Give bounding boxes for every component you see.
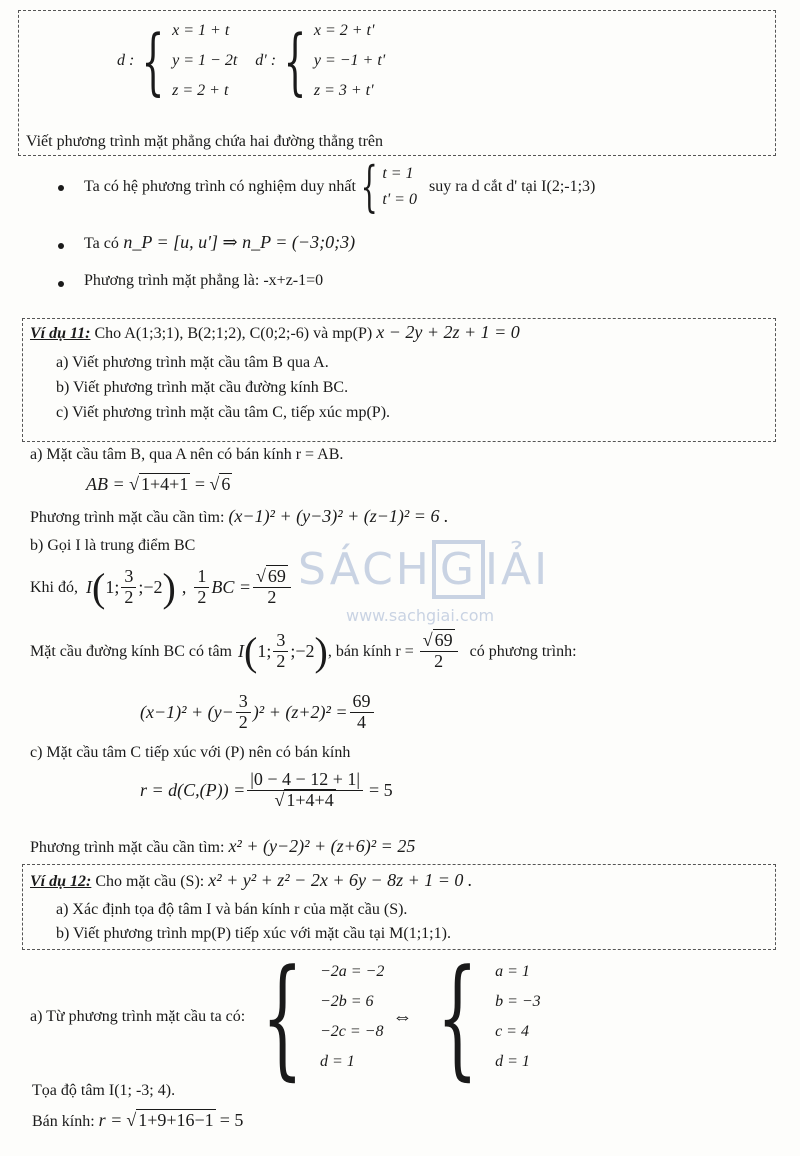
system-left [320,957,384,1077]
bullet-2 [84,232,355,253]
distance-lhs: r = d(C,(P)) = [140,779,246,800]
distance-result: = 5 [368,779,393,800]
d-eq-y: y = 1 − 2t [172,52,238,69]
I-y-fraction [273,631,288,672]
eq-part-b: )² + (z+2)² = [252,701,348,722]
watermark-g-box: G [432,540,485,599]
c-eq-label: Phương trình mặt cầu cần tìm: [30,839,225,856]
brace: { [261,941,304,1093]
sol11-a-equation [30,506,448,527]
bullet [58,281,64,287]
point-I: I [238,641,244,661]
numerator: 3 [121,567,136,588]
example-12-item-a: a) Xác định tọa độ tâm I và bán kính r của mặt cầu (S). [56,901,408,918]
line-d-system [117,16,385,106]
watermark-logo [298,540,550,599]
d-eq-z: z = 2 + t [172,82,229,99]
normal-vector-formula: n_P = [u, u'] ⇒ n_P = (−3;0;3) [123,232,356,252]
eq-b: −2b = 6 [319,993,374,1010]
I-y-fraction [121,567,136,608]
bullet-2-text: Ta có [84,235,119,252]
denominator: 2 [267,587,277,607]
watermark-text-b: IẢI [485,544,551,595]
res-d: d = 1 [495,1053,530,1070]
numerator: 3 [236,692,251,713]
I-z: ;−2 [290,641,315,661]
d2-equations [314,16,385,106]
eq-result [350,692,374,733]
sphere-a-equation: (x−1)² + (y−3)² + (z−1)² = 6 . [228,506,449,526]
watermark-url: www.sachgiai.com [346,606,495,625]
I-x: 1; [105,577,120,597]
d-label: d : [117,52,135,69]
ab-radicand: 1+4+1 [141,474,189,494]
d2-label: d' : [255,52,277,69]
center-line: Tọa độ tâm I(1; -3; 4). [32,1082,176,1099]
example-11-label: Ví dụ 11: [30,325,91,342]
I-z: ;−2 [138,577,163,597]
numerator: 3 [273,631,288,652]
paren-open: ( [92,565,106,610]
sqrt-sign: √ [126,1110,137,1130]
sphere-S-equation: x² + y² + z² − 2x + 6y − 8z + 1 = 0 . [208,870,473,890]
eq-part-a: (x−1)² + (y− [140,701,234,722]
radius-fraction [420,631,458,672]
sol12-a-text: a) Từ phương trình mặt cầu ta có: [30,1008,246,1025]
sqrt-sign: √ [422,630,433,651]
example-12-intro: Cho mặt cầu (S): [95,873,205,890]
numerator: 1 [194,567,209,588]
sqrt-sign: √ [274,789,285,810]
denominator: 2 [238,711,248,732]
sphere-bc-line [30,628,577,675]
a-eq-label: Phương trình mặt cầu cần tìm: [30,509,225,526]
brace: { [437,941,479,1093]
bullet [58,185,64,191]
res-b: b = −3 [495,993,541,1010]
ab-lhs: AB = [86,474,125,494]
brace: { [141,19,165,103]
bc-label: BC = [211,577,251,597]
sqrt-sign: √ [209,474,220,494]
example-11-header [30,322,520,343]
bullet-3: Phương trình mặt phẳng là: -x+z-1=0 [84,272,324,289]
bullet [58,243,64,249]
t2-eq: t' = 0 [382,191,417,208]
radius-result: = 5 [219,1110,244,1130]
numerator: 69 [350,692,374,713]
denominator: 2 [124,587,134,607]
plane-equation: x − 2y + 2z + 1 = 0 [376,322,520,342]
sol11-c-line: c) Mặt cầu tâm C tiếp xúc với (P) nên có bán kính [30,744,351,761]
sqrt-sign: √ [129,474,140,494]
equation-text: có phương trình: [469,642,577,660]
eq-a: −2a = −2 [319,963,385,980]
example-12-item-b: b) Viết phương trình mp(P) tiếp xúc với mặt cầu tại M(1;1;1). [56,925,451,942]
res-c: c = 4 [495,1023,529,1040]
iff-symbol: ⇔ [392,1005,413,1028]
radius-fraction [253,567,291,608]
brace: { [283,19,307,103]
denominator: 2 [276,651,286,671]
midpoint-formula [30,564,293,611]
res-a: a = 1 [495,963,530,980]
paren-close: ) [314,629,328,674]
d2-eq-x: x = 2 + t' [313,22,375,39]
bullet-1-result: suy ra d cắt d' tại I(2;-1;3) [428,178,596,195]
d-equations [172,16,237,106]
radius-line [32,1110,243,1131]
sqrt-sign: √ [255,566,266,587]
sphere-bc-text: Mặt cầu đường kính BC có tâm [30,642,232,660]
sol11-b-line: b) Gọi I là trung điểm BC [30,537,196,554]
distance-formula [140,770,393,811]
example-11-item-a: a) Viết phương trình mặt cầu tâm B qua A. [56,354,329,371]
paren-close: ) [162,565,176,610]
d-eq-x: x = 1 + t [172,22,230,39]
example-11-item-b: b) Viết phương trình mặt cầu đường kính BC. [56,379,349,396]
point-I: I [86,577,92,597]
ab-result: 6 [221,474,231,494]
d2-eq-y: y = −1 + t' [313,52,386,69]
example-12-label: Ví dụ 12: [30,873,92,890]
denominator: 4 [357,711,367,732]
sphere-bc-equation [140,692,376,733]
sphere-c-equation: x² + (y−2)² + (z+6)² = 25 [228,836,416,856]
numerator: |0 − 4 − 12 + 1| [247,770,363,791]
sol11-c-equation [30,836,415,857]
brace: { [360,155,378,218]
comma: , [181,577,187,597]
radius-label: Bán kính: [32,1113,95,1130]
paren-open: ( [244,629,258,674]
example-11-intro: Cho A(1;3;1), B(2;1;2), C(0;2;-6) và mp(P) [94,325,373,342]
system-t [382,161,417,213]
eq-fraction [236,692,251,733]
example-11-item-c: c) Viết phương trình mặt cầu tâm C, tiếp xúc mp(P). [56,404,391,421]
denominator: 2 [197,587,207,607]
sol11-a-line: a) Mặt cầu tâm B, qua A nên có bán kính r = AB. [30,446,344,463]
example-12-header [30,870,472,891]
system-right [495,957,541,1077]
equals: = [194,474,205,494]
t-eq: t = 1 [382,165,414,182]
I-x: 1; [257,641,272,661]
bullet-1 [84,155,596,218]
denominator: 2 [434,651,444,671]
khi-do: Khi đó, [30,578,78,596]
radius-text: , bán kính r = [327,642,414,660]
half-fraction [194,567,209,608]
distance-fraction [247,770,363,811]
watermark-text-a: SÁCH [298,544,432,595]
eq-d: d = 1 [319,1053,355,1070]
numerator: 69 [434,630,453,651]
numerator: 69 [267,566,286,587]
radius-lhs: r = [98,1110,123,1130]
ab-formula [86,474,232,495]
d2-eq-z: z = 3 + t' [313,82,374,99]
radius-radicand: 1+9+16−1 [138,1110,214,1130]
denominator: 1+4+4 [286,789,334,810]
task-text: Viết phương trình mặt phẳng chứa hai đường thẳng trên [26,133,384,150]
eq-c: −2c = −8 [319,1023,384,1040]
bullet-1-text: Ta có hệ phương trình có nghiệm duy nhất [84,178,356,195]
